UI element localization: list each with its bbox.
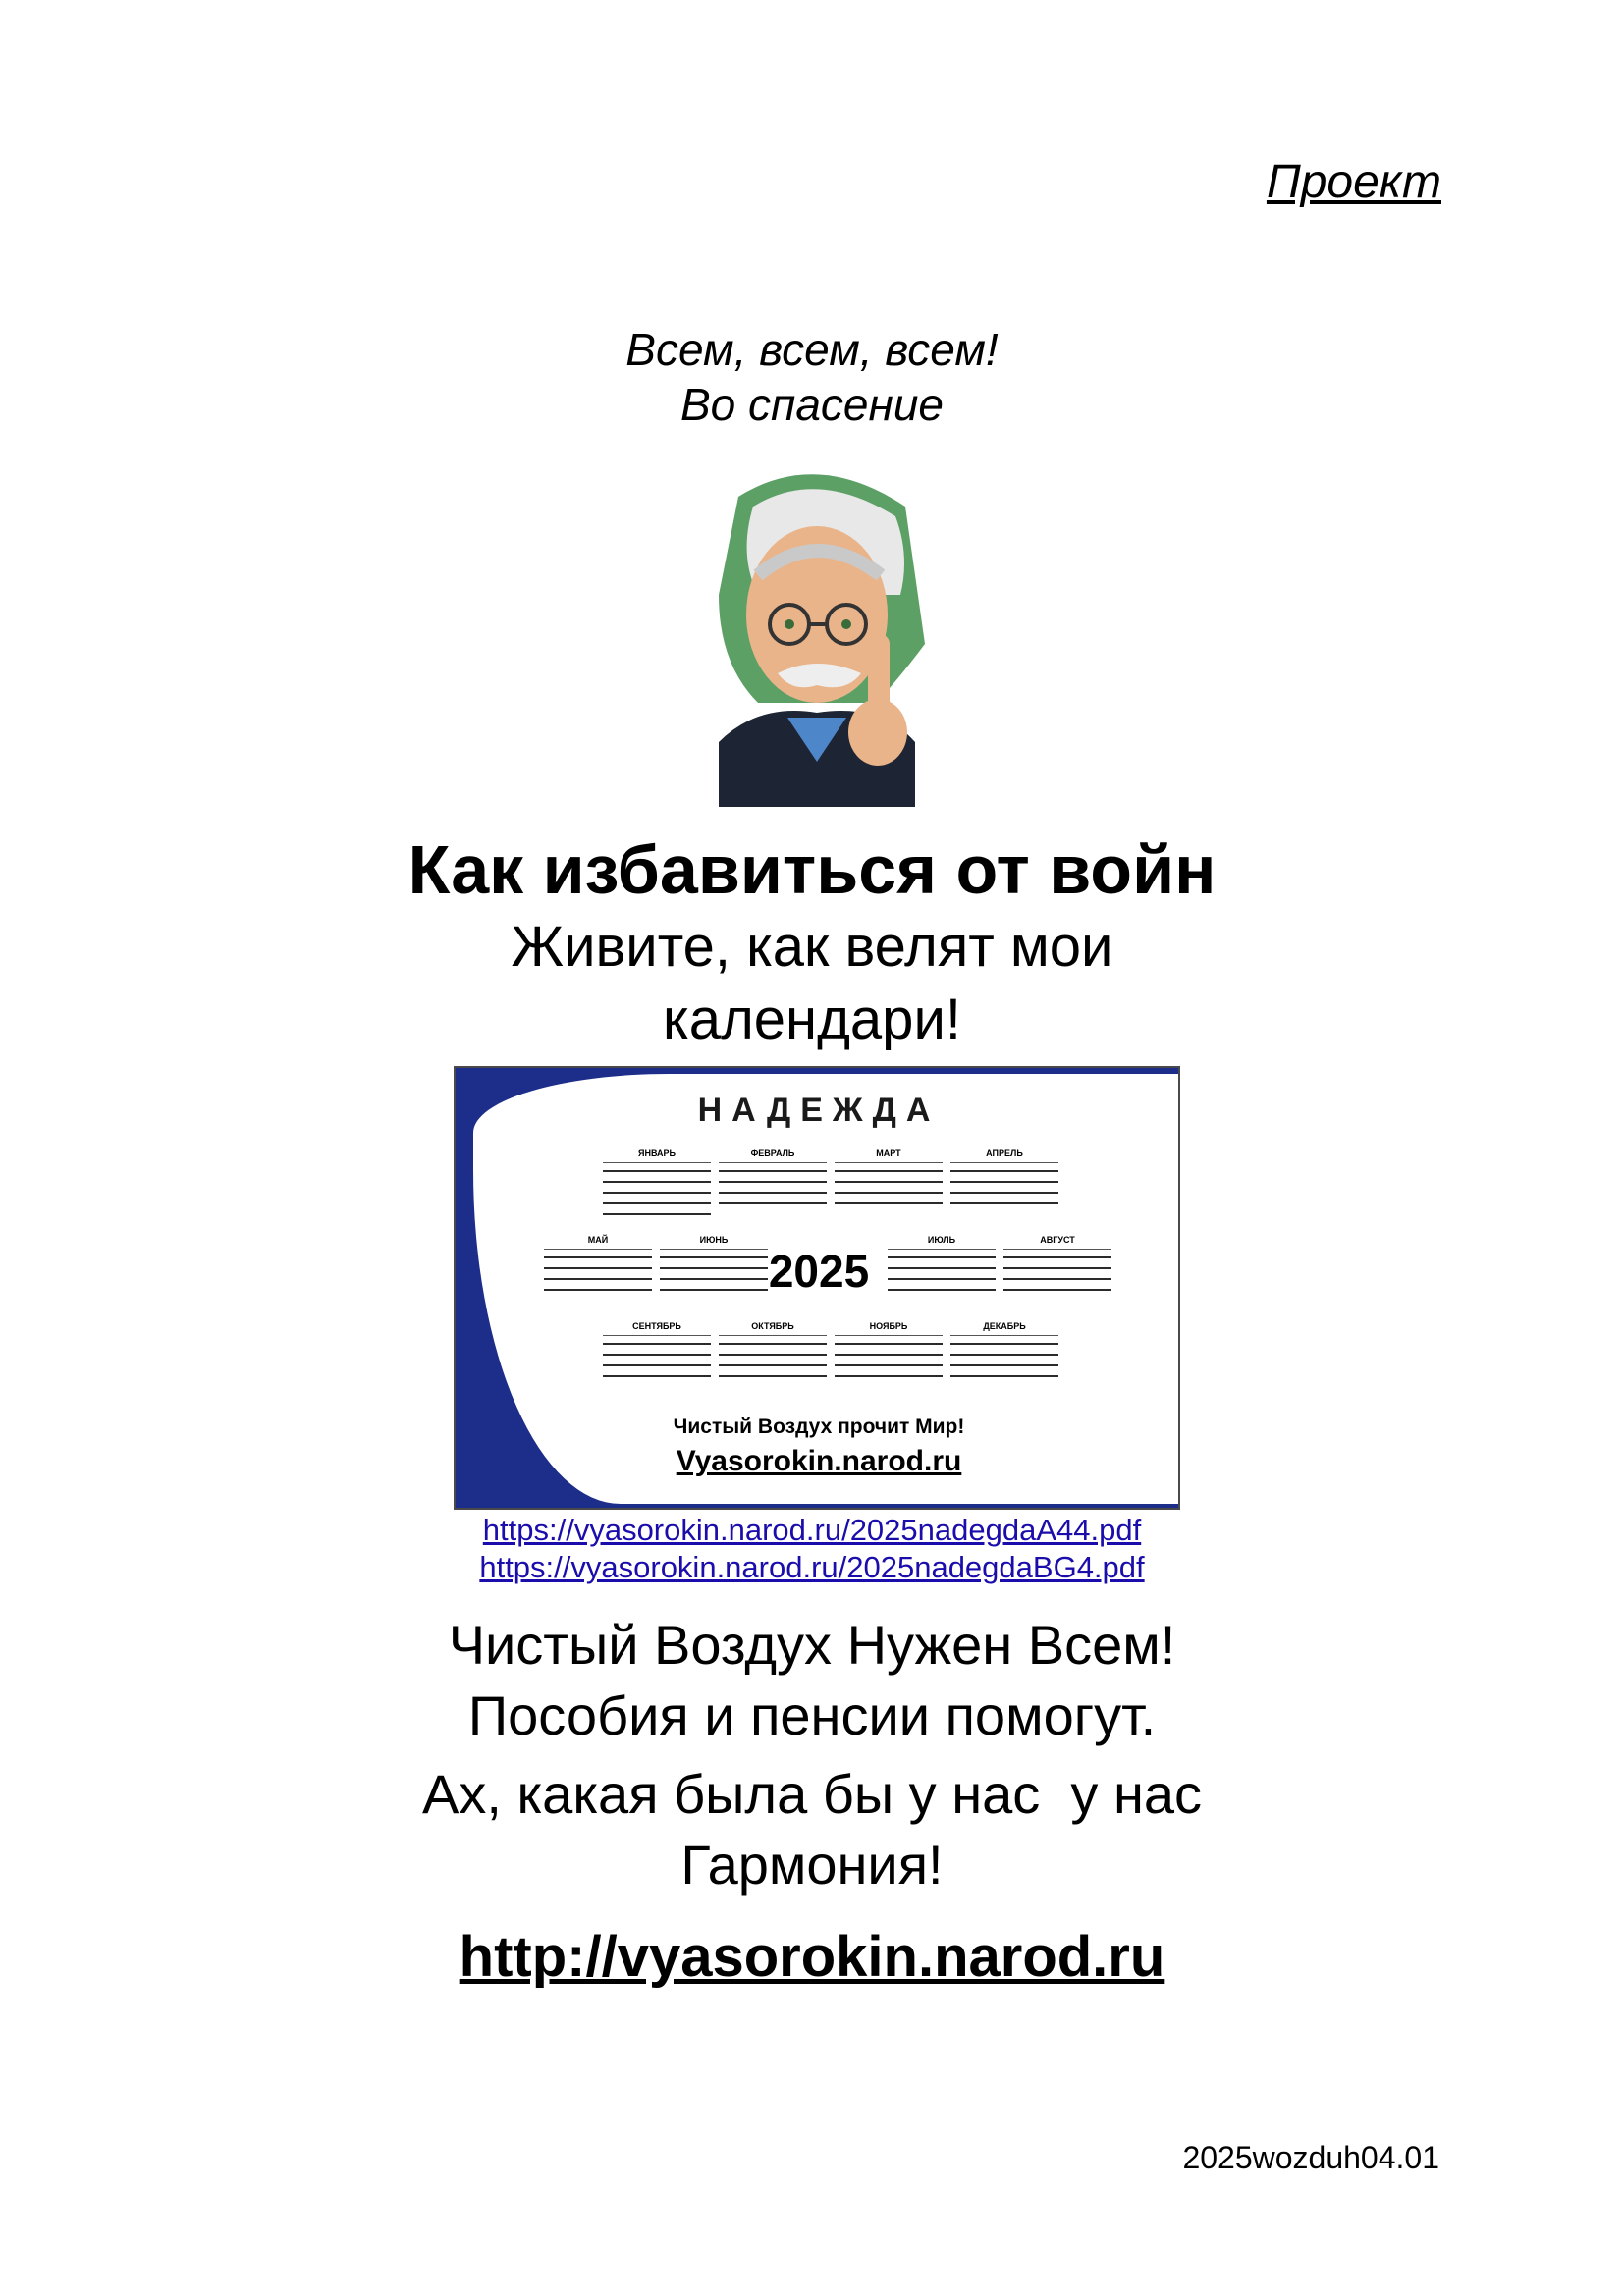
message-line-1: Чистый Воздух Нужен Всем! (448, 1614, 1176, 1676)
subtitle-line-1: Живите, как велят мои (511, 915, 1113, 979)
pdf-link-bg4[interactable]: https://vyasorokin.narod.ru/2025nadegdaBG4.pdf (479, 1550, 1145, 1584)
calendar-month-name: МАРТ (876, 1148, 901, 1158)
calendar-month (835, 1148, 943, 1213)
calendar-month-name: ИЮЛЬ (927, 1235, 956, 1245)
subtitle (0, 911, 1624, 1056)
calendar-month (544, 1235, 652, 1300)
calendar-month (719, 1148, 827, 1213)
message-line-2: Пособия и пенсии помогут. (467, 1684, 1157, 1746)
greeting-line-1: Всем, всем, всем! (625, 324, 999, 375)
calendar-year: 2025 (768, 1246, 870, 1297)
calendar-slogan: Чистый Воздух прочит Мир! (673, 1415, 965, 1438)
calendar-month (603, 1148, 711, 1224)
calendar-month (950, 1148, 1058, 1213)
message-block-1 (0, 1610, 1624, 1751)
calendar-month (950, 1321, 1058, 1386)
message-block-2 (0, 1759, 1624, 1900)
calendar-month-name: ФЕВРАЛЬ (750, 1148, 795, 1158)
message-line-4: Гармония! (680, 1834, 944, 1896)
page-title: Как избавиться от войн (407, 831, 1217, 908)
calendar-card-image (454, 1066, 1180, 1510)
caricature-portrait-image (699, 467, 935, 807)
calendar-month-name: АВГУСТ (1040, 1235, 1075, 1245)
document-status-label: Проект (1266, 156, 1441, 208)
pdf-link-a44[interactable]: https://vyasorokin.narod.ru/2025nadegdaA44.pdf (482, 1513, 1142, 1547)
calendar-site-text: Vyasorokin.narod.ru (676, 1445, 962, 1477)
calendar-month-name: ДЕКАБРЬ (983, 1321, 1026, 1331)
calendar-month-name: ОКТЯБРЬ (751, 1321, 794, 1331)
calendar-month (888, 1235, 996, 1300)
calendar-month-name: МАЙ (587, 1235, 609, 1245)
calendar-month (719, 1321, 827, 1386)
message-line-3: Ах, какая была бы у нас у нас (421, 1763, 1203, 1825)
calendar-month (835, 1321, 943, 1386)
site-link[interactable]: http://vyasorokin.narod.ru (459, 1925, 1165, 1989)
calendar-month-name: НОЯБРЬ (869, 1321, 908, 1331)
greeting (0, 322, 1624, 432)
calendar-month (603, 1321, 711, 1386)
greeting-line-2: Во спасение (679, 379, 944, 430)
calendar-month-name: ИЮНЬ (699, 1235, 729, 1245)
calendar-heading: НАДЕЖДА (697, 1092, 941, 1129)
document-id: 2025wozduh04.01 (1182, 2140, 1439, 2175)
subtitle-line-2: календари! (663, 988, 961, 1051)
calendar-month-name: СЕНТЯБРЬ (632, 1321, 681, 1331)
calendar-month (1003, 1235, 1111, 1300)
download-links (0, 1512, 1624, 1586)
calendar-month-name: АПРЕЛЬ (986, 1148, 1023, 1158)
calendar-month-name: ЯНВАРЬ (638, 1148, 676, 1158)
